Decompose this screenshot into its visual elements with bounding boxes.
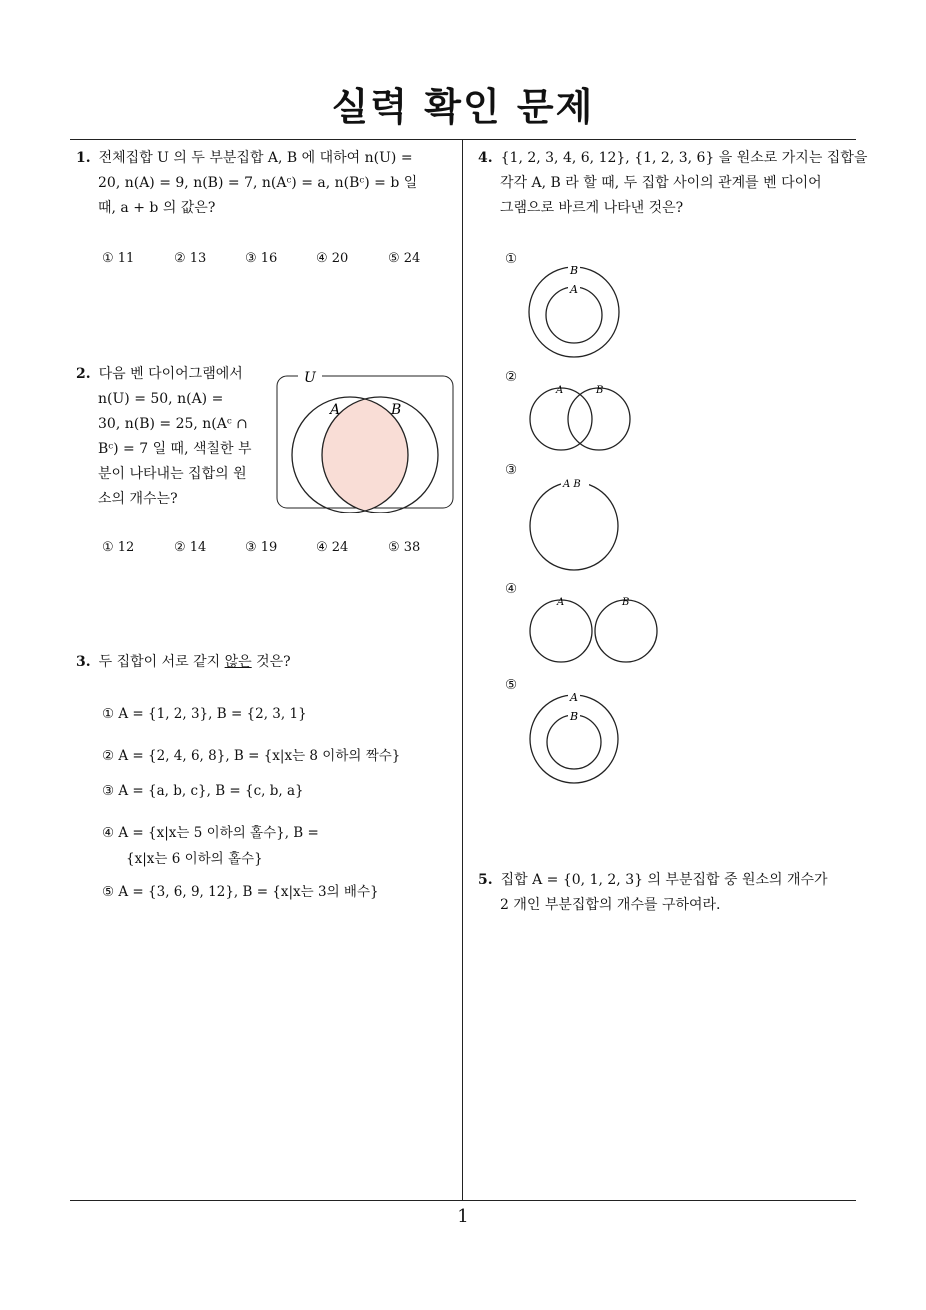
label-outer: A <box>570 691 578 704</box>
label-inner: A <box>570 283 578 296</box>
question-text-line: 각각 A, B 라 할 때, 두 집합 사이의 관계를 벤 다이어 <box>500 175 822 191</box>
question-5 <box>478 868 862 918</box>
label-right: B <box>596 385 604 396</box>
question-number: 3. <box>76 654 91 670</box>
question-text-line: 소의 개수는? <box>98 491 178 507</box>
choice-3[interactable]: ③ 19 <box>245 540 278 555</box>
question-4 <box>478 146 868 221</box>
choice-4[interactable]: ④ 24 <box>316 540 349 555</box>
question-number: 5. <box>478 872 493 888</box>
emphasis-underline: 않은 <box>224 654 252 670</box>
right-circle <box>595 600 657 662</box>
label-a: A <box>330 402 341 418</box>
choice-2[interactable]: ② 13 <box>174 251 207 266</box>
option-5[interactable]: ⑤ A = {3, 6, 9, 12}, B = {x|x는 3의 배수} <box>102 884 379 900</box>
outer-circle <box>530 695 618 783</box>
choice-5[interactable]: ⑤ 38 <box>388 540 421 555</box>
question-number: 1. <box>76 150 91 166</box>
choice-2[interactable]: ② 14 <box>174 540 207 555</box>
venn-option-1[interactable] <box>525 262 625 362</box>
option-3[interactable]: ③ A = {a, b, c}, B = {c, b, a} <box>102 783 304 799</box>
choice-1[interactable]: ① 12 <box>102 540 135 555</box>
option-mark-3[interactable]: ③ <box>505 462 518 478</box>
question-text-line: 2 개인 부분집합의 개수를 구하여라. <box>500 897 721 913</box>
question-text-line: 집합 A = {0, 1, 2, 3} 의 부분집합 중 원소의 개수가 <box>500 872 828 888</box>
option-mark-1[interactable]: ① <box>505 251 518 267</box>
question-text-line: Bᶜ) = 7 일 때, 색칠한 부 <box>98 441 252 457</box>
question-text-line: 분이 나타내는 집합의 원 <box>98 466 247 482</box>
question-2 <box>76 362 266 512</box>
question-text-line: {1, 2, 3, 4, 6, 12}, {1, 2, 3, 6} 을 원소로 가지는 집합을 <box>500 150 868 166</box>
question-text-line: 30, n(B) = 25, n(Aᶜ ∩ <box>98 416 248 432</box>
option-mark-2[interactable]: ② <box>505 369 518 385</box>
label-u: U <box>304 370 316 386</box>
answer-choices <box>102 251 452 271</box>
equal-sets-circle <box>530 482 618 570</box>
left-circle <box>530 600 592 662</box>
venn-option-5[interactable] <box>525 688 625 788</box>
bottom-rule <box>70 1200 856 1201</box>
option-mark-5[interactable]: ⑤ <box>505 677 518 693</box>
inner-circle <box>547 715 601 769</box>
question-text-line: 전체집합 U 의 두 부분집합 A, B 에 대하여 n(U) = <box>98 150 413 166</box>
option-2[interactable]: ② A = {2, 4, 6, 8}, B = {x|x는 8 이하의 짝수} <box>102 748 401 764</box>
venn-option-4[interactable] <box>525 594 665 666</box>
left-circle <box>530 388 592 450</box>
question-text-line: 다음 벤 다이어그램에서 <box>98 366 243 382</box>
label-inner: B <box>570 710 579 723</box>
question-3 <box>76 650 460 675</box>
option-1[interactable]: ① A = {1, 2, 3}, B = {2, 3, 1} <box>102 706 307 722</box>
option-4-continued: {x|x는 6 이하의 홀수} <box>126 851 263 867</box>
choice-5[interactable]: ⑤ 24 <box>388 251 421 266</box>
label-ab: A B <box>563 479 581 490</box>
question-text-line: 때, a + b 의 값은? <box>98 200 216 216</box>
venn-option-3[interactable] <box>525 474 625 574</box>
top-rule <box>70 139 856 140</box>
question-1 <box>76 146 460 221</box>
page-number: 1 <box>457 1206 469 1227</box>
label-b: B <box>391 402 402 418</box>
question-text: 두 집합이 서로 같지 <box>98 654 225 670</box>
question-text-line: 20, n(A) = 9, n(B) = 7, n(Aᶜ) = a, n(Bᶜ) = b 일 <box>98 175 418 191</box>
choice-4[interactable]: ④ 20 <box>316 251 349 266</box>
column-divider <box>462 139 463 1201</box>
question-number: 2. <box>76 366 91 382</box>
question-text-line: n(U) = 50, n(A) = <box>98 391 224 407</box>
right-circle <box>568 388 630 450</box>
page-title: 실력 확인 문제 <box>331 85 595 129</box>
answer-choices <box>102 540 452 560</box>
venn-diagram-q2 <box>274 365 456 513</box>
label-outer: B <box>570 264 579 277</box>
label-left: A <box>556 385 564 396</box>
question-text-line: 그램으로 바르게 나타낸 것은? <box>500 200 684 216</box>
label-right: B <box>622 597 630 608</box>
option-mark-4[interactable]: ④ <box>505 581 518 597</box>
option-4[interactable]: ④ A = {x|x는 5 이하의 홀수}, B = <box>102 825 319 841</box>
question-text: 것은? <box>251 654 291 670</box>
label-left: A <box>557 597 565 608</box>
venn-option-2[interactable] <box>525 382 637 454</box>
choice-3[interactable]: ③ 16 <box>245 251 278 266</box>
choice-1[interactable]: ① 11 <box>102 251 135 266</box>
question-number: 4. <box>478 150 493 166</box>
